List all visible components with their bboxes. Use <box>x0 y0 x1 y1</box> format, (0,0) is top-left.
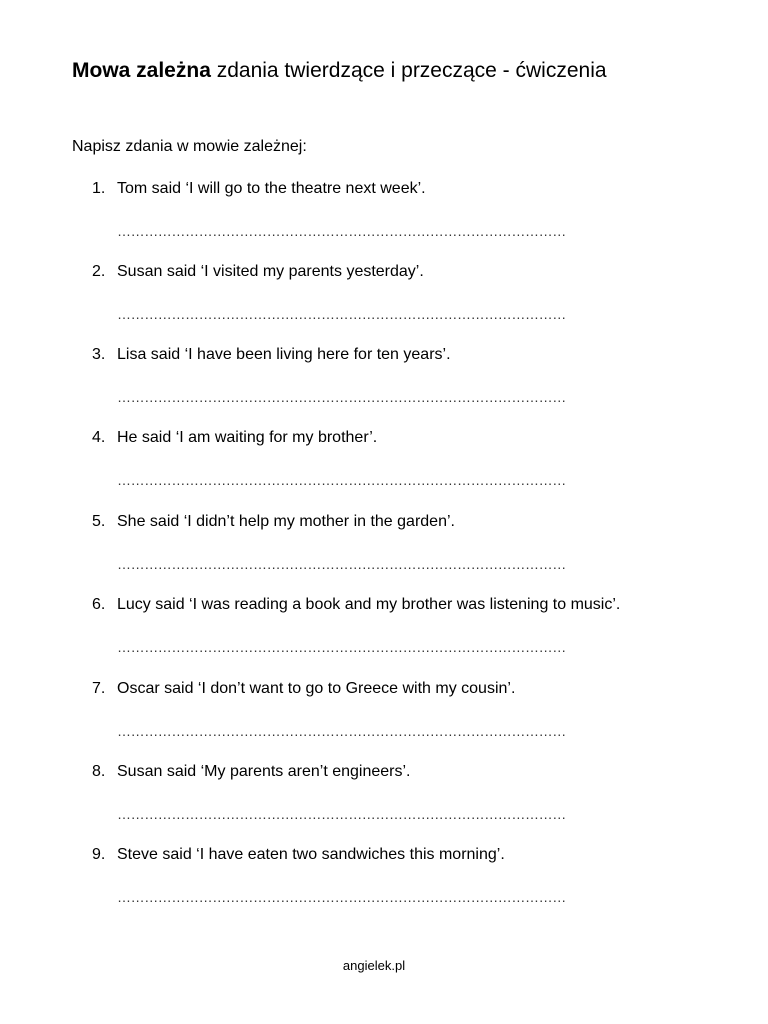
item-sentence: Susan said ‘My parents aren’t engineers’. <box>117 763 411 780</box>
item-number: 8. <box>92 763 106 780</box>
item-sentence: Lisa said ‘I have been living here for ten years’. <box>117 346 451 363</box>
answer-line[interactable]: ……………………………………………………………………………………… <box>117 472 566 488</box>
answer-line[interactable]: ……………………………………………………………………………………… <box>117 306 566 322</box>
instruction: Napisz zdania w mowie zależnej: <box>72 138 307 155</box>
answer-line[interactable]: ……………………………………………………………………………………… <box>117 223 566 239</box>
item-sentence: He said ‘I am waiting for my brother’. <box>117 429 378 446</box>
item-number: 2. <box>92 263 106 280</box>
item-sentence: Susan said ‘I visited my parents yesterday’. <box>117 263 424 280</box>
item-sentence: Oscar said ‘I don’t want to go to Greece with my cousin’. <box>117 680 516 697</box>
item-sentence: Lucy said ‘I was reading a book and my brother was listening to music’. <box>117 596 621 613</box>
title-bold: Mowa zależna <box>72 59 211 82</box>
footer-site: angielek.pl <box>342 958 406 973</box>
item-number: 5. <box>92 513 106 530</box>
item-number: 4. <box>92 429 106 446</box>
title-rest: zdania twierdzące i przeczące - ćwiczenia <box>210 59 607 82</box>
item-number: 9. <box>92 846 106 863</box>
answer-line[interactable]: ……………………………………………………………………………………… <box>117 389 566 405</box>
item-number: 6. <box>92 596 106 613</box>
item-number: 1. <box>92 180 106 197</box>
item-sentence: Steve said ‘I have eaten two sandwiches this morning’. <box>117 846 505 863</box>
answer-line[interactable]: ……………………………………………………………………………………… <box>117 556 566 572</box>
item-number: 3. <box>92 346 106 363</box>
item-sentence: Tom said ‘I will go to the theatre next week’. <box>117 180 426 197</box>
item-sentence: She said ‘I didn’t help my mother in the garden’. <box>117 513 455 530</box>
item-number: 7. <box>92 680 106 697</box>
answer-line[interactable]: ……………………………………………………………………………………… <box>117 723 566 739</box>
page-title <box>72 59 607 83</box>
answer-line[interactable]: ……………………………………………………………………………………… <box>117 639 566 655</box>
answer-line[interactable]: ……………………………………………………………………………………… <box>117 889 566 905</box>
answer-line[interactable]: ……………………………………………………………………………………… <box>117 806 566 822</box>
